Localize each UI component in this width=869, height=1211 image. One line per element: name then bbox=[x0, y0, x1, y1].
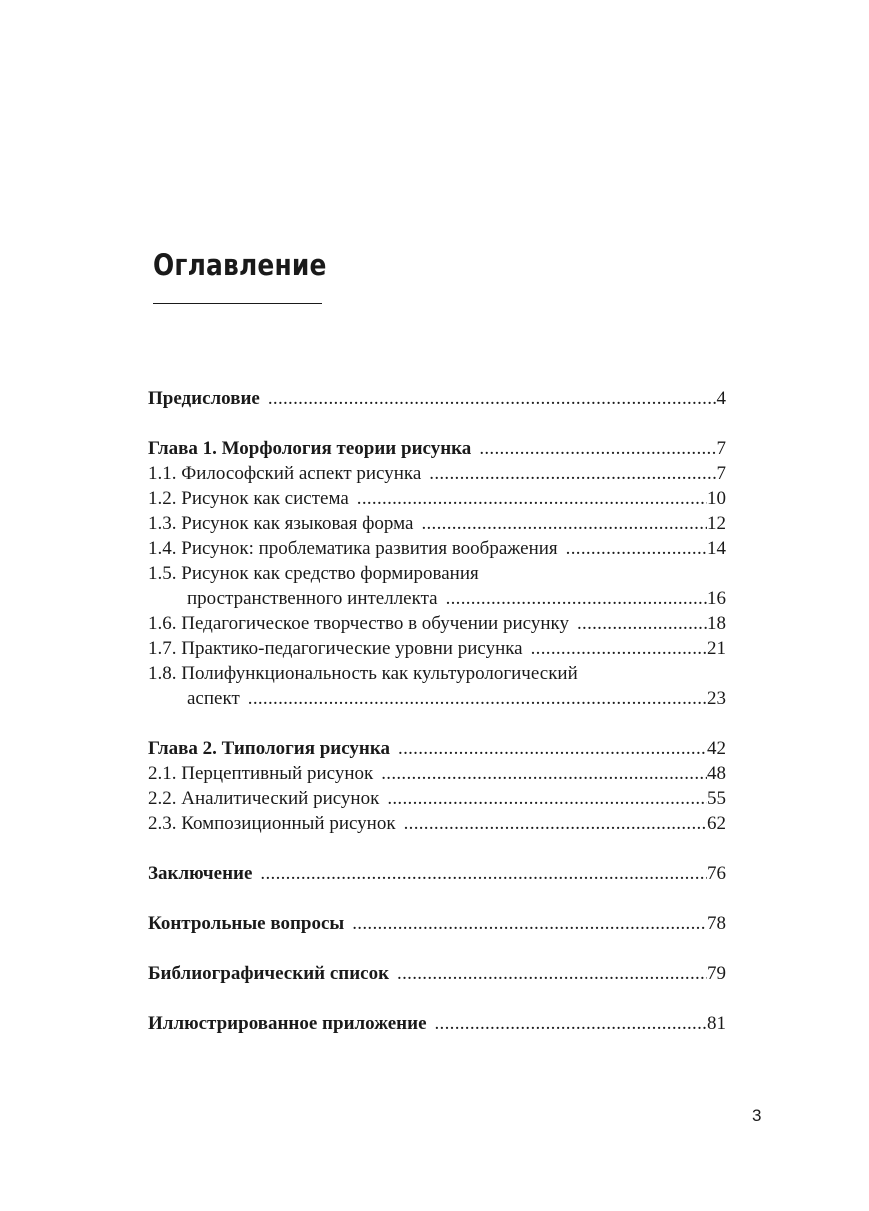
toc-entry-chapter-1[interactable] bbox=[148, 436, 726, 461]
toc-entry-bibliography[interactable] bbox=[148, 961, 726, 986]
toc-entry-2-3[interactable] bbox=[148, 811, 726, 836]
toc-entry-page: 62 bbox=[707, 813, 726, 834]
toc-entry-1-8[interactable] bbox=[148, 661, 726, 686]
toc-entry-page: 10 bbox=[707, 488, 726, 509]
toc-entry-preface[interactable] bbox=[148, 386, 726, 411]
toc-entry-label: Глава 1. Морфология теории рисунка bbox=[148, 438, 472, 459]
dot-leader bbox=[373, 761, 707, 786]
toc-entry-1-2[interactable] bbox=[148, 486, 726, 511]
dot-leader bbox=[421, 461, 716, 486]
toc-entry-page: 81 bbox=[707, 1013, 726, 1034]
toc-entry-label: 2.1. Перцептивный рисунок bbox=[148, 763, 374, 784]
toc-entry-page: 16 bbox=[707, 588, 726, 609]
toc-entry-label: Заключение bbox=[148, 863, 253, 884]
dot-leader bbox=[427, 1011, 708, 1036]
toc-entry-label: 1.2. Рисунок как система bbox=[148, 488, 349, 509]
dot-leader bbox=[344, 911, 707, 936]
toc-entry-2-2[interactable] bbox=[148, 786, 726, 811]
table-of-contents bbox=[148, 386, 726, 1036]
page-number: 3 bbox=[752, 1106, 762, 1125]
toc-entry-label: 1.3. Рисунок как языковая форма bbox=[148, 513, 414, 534]
dot-leader bbox=[471, 436, 716, 461]
toc-entry-label-continued: аспект bbox=[187, 688, 240, 709]
dot-leader bbox=[413, 511, 707, 536]
toc-entry-chapter-2[interactable] bbox=[148, 736, 726, 761]
toc-entry-page: 4 bbox=[716, 388, 726, 409]
toc-entry-1-5[interactable] bbox=[148, 561, 726, 586]
toc-entry-1-4[interactable] bbox=[148, 536, 726, 561]
toc-entry-1-1[interactable] bbox=[148, 461, 726, 486]
toc-entry-page: 48 bbox=[707, 763, 726, 784]
dot-leader bbox=[349, 486, 707, 511]
toc-entry-1-3[interactable] bbox=[148, 511, 726, 536]
toc-entry-label: 1.1. Философский аспект рисунка bbox=[148, 463, 422, 484]
dot-leader bbox=[389, 961, 707, 986]
toc-entry-page: 14 bbox=[707, 538, 726, 559]
toc-entry-page: 76 bbox=[707, 863, 726, 884]
dot-leader bbox=[240, 686, 707, 711]
toc-entry-page: 79 bbox=[707, 963, 726, 984]
dot-leader bbox=[260, 386, 717, 411]
toc-entry-page: 12 bbox=[707, 513, 726, 534]
toc-entry-2-1[interactable] bbox=[148, 761, 726, 786]
toc-entry-page: 42 bbox=[707, 738, 726, 759]
toc-entry-label: 1.4. Рисунок: проблематика развития воображения bbox=[148, 538, 558, 559]
toc-entry-page: 55 bbox=[707, 788, 726, 809]
toc-entry-1-7[interactable] bbox=[148, 636, 726, 661]
toc-entry-label-continued: пространственного интеллекта bbox=[187, 588, 438, 609]
dot-leader bbox=[396, 811, 707, 836]
toc-entry-page: 21 bbox=[707, 638, 726, 659]
toc-entry-conclusion[interactable] bbox=[148, 861, 726, 886]
toc-entry-1-5-continued[interactable] bbox=[148, 586, 726, 611]
toc-entry-label: Библиографический список bbox=[148, 963, 390, 984]
toc-entry-label: Контрольные вопросы bbox=[148, 913, 345, 934]
toc-entry-page: 23 bbox=[707, 688, 726, 709]
toc-entry-label: 1.6. Педагогическое творчество в обучении рисунку bbox=[148, 613, 569, 634]
toc-entry-review-questions[interactable] bbox=[148, 911, 726, 936]
dot-leader bbox=[379, 786, 707, 811]
toc-entry-label: 2.3. Композиционный рисунок bbox=[148, 813, 396, 834]
toc-entry-label: Глава 2. Типология рисунка bbox=[148, 738, 391, 759]
toc-entry-1-8-continued[interactable] bbox=[148, 686, 726, 711]
toc-entry-page: 7 bbox=[716, 438, 726, 459]
toc-entry-label: Иллюстрированное приложение bbox=[148, 1013, 427, 1034]
page-title: Оглавление bbox=[153, 248, 327, 282]
toc-entry-1-6[interactable] bbox=[148, 611, 726, 636]
toc-entry-label: Предисловие bbox=[148, 388, 260, 409]
toc-entry-label: 1.8. Полифункциональность как культурологический bbox=[148, 663, 578, 684]
title-underline bbox=[153, 303, 322, 304]
toc-entry-label: 1.5. Рисунок как средство формирования bbox=[148, 563, 479, 584]
toc-entry-page: 18 bbox=[707, 613, 726, 634]
dot-leader bbox=[252, 861, 707, 886]
dot-leader bbox=[523, 636, 707, 661]
dot-leader bbox=[438, 586, 707, 611]
toc-entry-label: 2.2. Аналитический рисунок bbox=[148, 788, 380, 809]
dot-leader bbox=[558, 536, 707, 561]
toc-entry-page: 7 bbox=[716, 463, 726, 484]
toc-entry-appendix[interactable] bbox=[148, 1011, 726, 1036]
toc-entry-page: 78 bbox=[707, 913, 726, 934]
dot-leader bbox=[390, 736, 707, 761]
dot-leader bbox=[569, 611, 707, 636]
toc-entry-label: 1.7. Практико-педагогические уровни рисунка bbox=[148, 638, 523, 659]
